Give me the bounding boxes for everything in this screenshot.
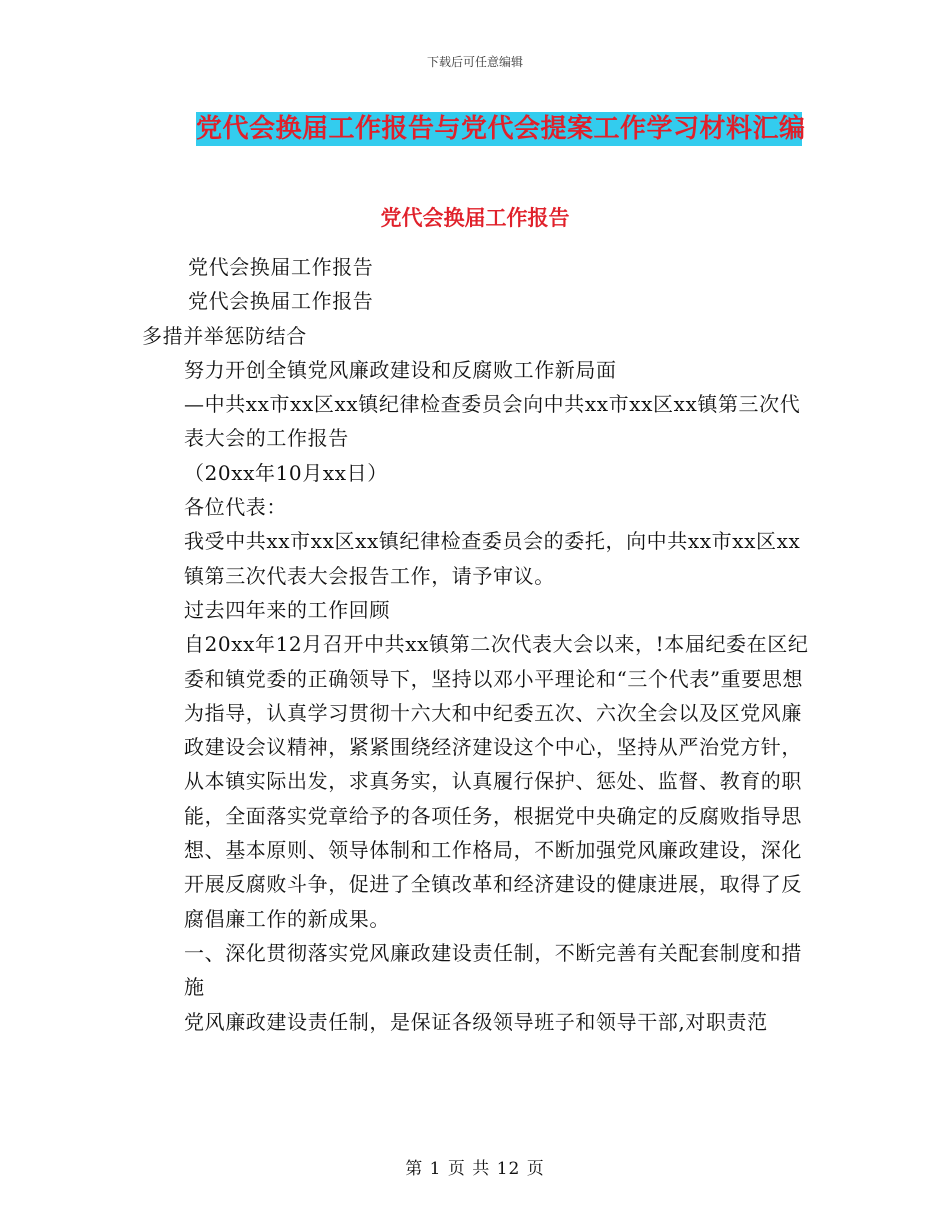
paragraph: 党风廉政建设责任制，是保证各级领导班子和领导干部,对职责范 — [184, 1009, 768, 1034]
paragraph: 自20xx年12月召开中共xx镇第二次代表大会以来，!本届纪委在区纪委和镇党委的正确领导下，坚持以邓小平理论和“三个代表”重要思想为指导，认真学习贯彻十六大和中纪委五次、六次全会以及区党风廉政建设会议精神，紧紧围绕经济建设这个中心，坚持从严治党方针，从本镇实际出发，求真务实，认真履行保护、惩处、监督、教育的职能，全面落实党章给予的各项任务，根据党中央确定的反腐败指导思想、基本原则、领导体制和工作格局，不断加强党风廉政建设，深化开展反腐败斗争，促进了全镇改革和经济建设的健康进展，取得了反腐倡廉工作的新成果。 — [184, 632, 809, 931]
document-body — [142, 250, 814, 1039]
paragraph: 多措并举惩防结合 — [142, 323, 307, 348]
document-main-title: 党代会换届工作报告与党代会提案工作学习材料汇编 — [196, 114, 806, 144]
paragraph: 我受中共xx市xx区xx镇纪律检查委员会的委托，向中共xx市xx区xx镇第三次代表大会报告工作，请予审议。 — [184, 529, 801, 588]
paragraph: —中共xx市xx区xx镇纪律检查委员会向中共xx市xx区xx镇第三次代表大会的工作报告 — [184, 392, 801, 451]
page-footer: 第 1 页 共 12 页 — [405, 1159, 545, 1179]
paragraph: 过去四年来的工作回顾 — [184, 597, 390, 622]
paragraph: 党代会换届工作报告 — [188, 255, 374, 279]
paragraph: 党代会换届工作报告 — [188, 289, 374, 314]
paragraph: 努力开创全镇党风廉政建设和反腐败工作新局面 — [184, 357, 617, 382]
paragraph: 各位代表： — [184, 495, 287, 520]
paragraph: （20xx年10月xx日） — [184, 460, 388, 485]
paragraph: 一、深化贯彻落实党风廉政建设责任制，不断完善有关配套制度和措施 — [184, 940, 802, 1000]
header-note: 下载后可任意编辑 — [426, 55, 523, 69]
section-title: 党代会换届工作报告 — [380, 205, 570, 230]
